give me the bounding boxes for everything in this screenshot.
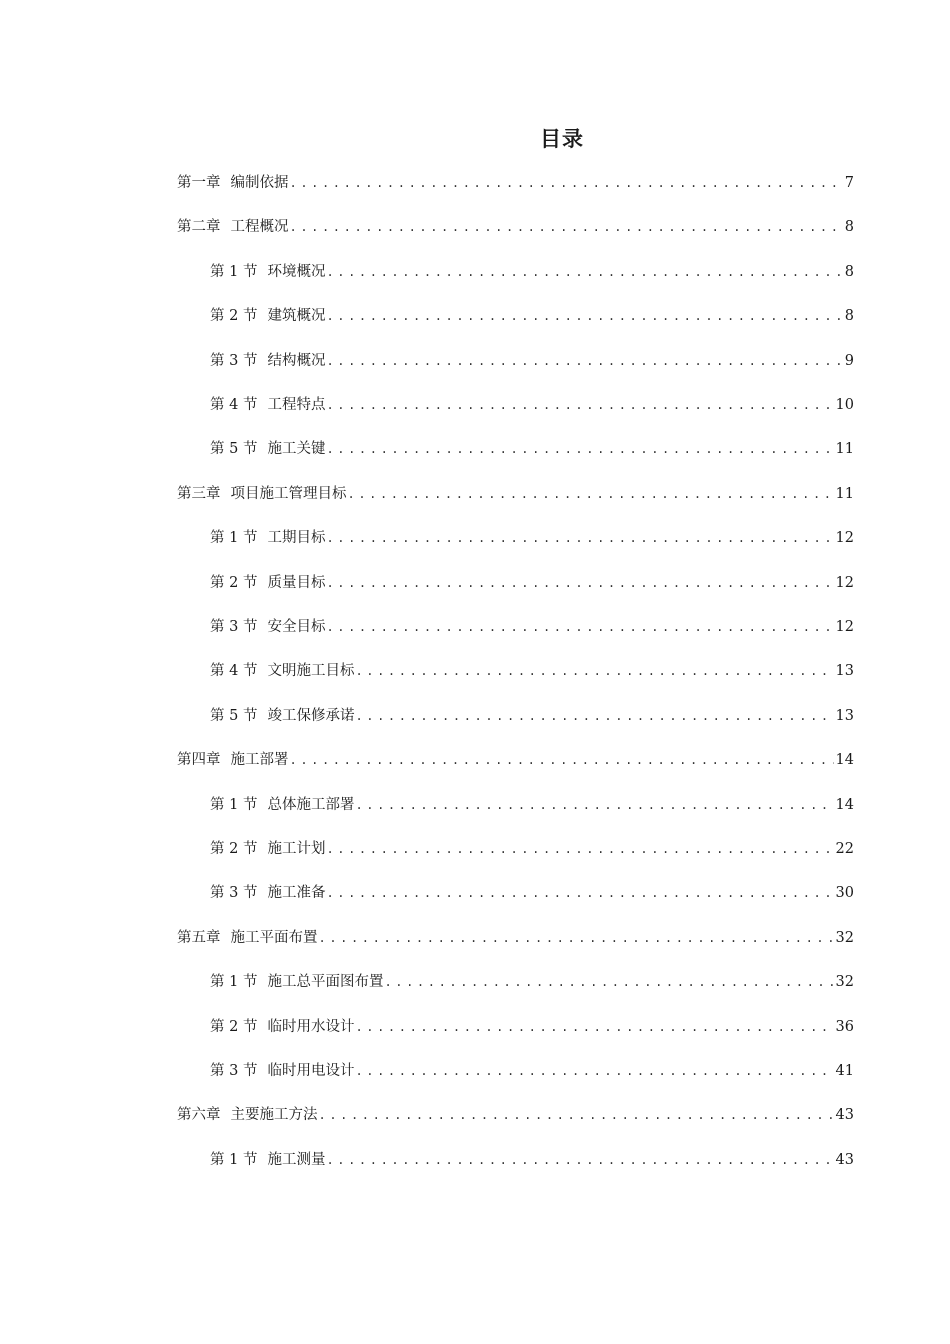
toc-section-entry[interactable]	[210, 792, 854, 818]
toc-entry-page-number: 14	[835, 752, 854, 769]
toc-entry-title: 环境概况	[267, 263, 326, 280]
toc-section-entry[interactable]	[210, 303, 854, 329]
toc-entry-title: 项目施工管理目标	[230, 485, 347, 502]
toc-entry-number: 第 5 节	[210, 707, 258, 724]
toc-chapter-entry[interactable]	[177, 925, 854, 951]
toc-section-entry[interactable]	[210, 348, 854, 374]
toc-entry-number: 第 2 节	[210, 308, 258, 325]
toc-entry-number: 第 3 节	[210, 619, 258, 635]
toc-entry-title: 编制依据	[230, 175, 289, 191]
toc-section-entry[interactable]	[210, 880, 854, 906]
toc-dot-leader	[326, 348, 842, 374]
toc-dot-leader	[326, 614, 833, 640]
toc-entry-number: 第 1 节	[210, 1151, 258, 1168]
toc-chapter-entry[interactable]	[177, 481, 854, 507]
toc-dot-leader	[384, 969, 833, 995]
toc-entry-title: 主要施工方法	[230, 1107, 318, 1124]
toc-entry-page-number: 43	[835, 1151, 854, 1168]
toc-entry-number: 第一章	[177, 175, 221, 191]
toc-entry-number: 第 2 节	[210, 574, 258, 591]
toc-dot-leader	[326, 392, 833, 418]
toc-section-entry[interactable]	[210, 1058, 854, 1084]
toc-entry-title: 工程概况	[230, 219, 289, 236]
toc-entry-number: 第二章	[177, 219, 221, 236]
toc-entry-number: 第三章	[177, 485, 221, 502]
toc-entry-title: 文明施工目标	[267, 663, 355, 680]
toc-entry-page-number: 13	[835, 707, 854, 724]
toc-section-entry[interactable]	[210, 614, 854, 640]
toc-dot-leader	[355, 1058, 833, 1084]
toc-entry-number: 第 1 节	[210, 263, 258, 280]
toc-dot-leader	[326, 836, 833, 862]
toc-entry-number: 第 4 节	[210, 663, 258, 680]
toc-entry-title: 施工准备	[267, 885, 326, 902]
toc-section-entry[interactable]	[210, 658, 854, 684]
toc-dot-leader	[355, 703, 833, 729]
toc-entry-page-number: 22	[835, 841, 854, 857]
toc-section-entry[interactable]	[210, 1147, 854, 1173]
toc-chapter-entry[interactable]	[177, 214, 854, 240]
toc-entry-page-number: 36	[835, 1018, 854, 1035]
toc-entry-page-number: 12	[835, 530, 854, 547]
toc-entry-number: 第 2 节	[210, 841, 258, 857]
toc-entry-page-number: 41	[835, 1063, 854, 1079]
toc-entry-title: 临时用水设计	[267, 1018, 355, 1035]
toc-entry-number: 第 4 节	[210, 397, 258, 413]
toc-dot-leader	[326, 436, 833, 462]
toc-entry-page-number: 8	[844, 263, 854, 280]
toc-dot-leader	[326, 570, 833, 596]
toc-entry-page-number: 9	[844, 352, 854, 369]
toc-entry-page-number: 11	[835, 441, 854, 458]
toc-entry-title: 建筑概况	[267, 308, 326, 325]
toc-entry-title: 安全目标	[267, 619, 326, 635]
toc-entry-title: 施工总平面图布置	[267, 974, 384, 991]
toc-dot-leader	[319, 1102, 834, 1128]
toc-entry-page-number: 8	[844, 219, 854, 236]
toc-dot-leader	[355, 658, 833, 684]
toc-entry-title: 工程特点	[267, 397, 326, 413]
toc-section-entry[interactable]	[210, 259, 854, 285]
toc-entry-title: 质量目标	[267, 574, 326, 591]
toc-entry-title: 总体施工部署	[267, 796, 355, 813]
toc-entry-page-number: 10	[835, 397, 854, 413]
toc-dot-leader	[348, 481, 834, 507]
toc-section-entry[interactable]	[210, 1014, 854, 1040]
toc-entry-title: 施工计划	[267, 841, 326, 857]
toc-entry-number: 第 1 节	[210, 796, 258, 813]
toc-entry-number: 第 1 节	[210, 530, 258, 547]
toc-entry-page-number: 32	[835, 974, 854, 991]
toc-section-entry[interactable]	[210, 436, 854, 462]
toc-entry-title: 施工测量	[267, 1151, 326, 1168]
toc-entry-page-number: 32	[835, 929, 854, 946]
toc-entry-page-number: 13	[835, 663, 854, 680]
toc-dot-leader	[326, 525, 833, 551]
toc-entry-number: 第 3 节	[210, 352, 258, 369]
toc-chapter-entry[interactable]	[177, 170, 854, 196]
toc-entry-number: 第 3 节	[210, 1063, 258, 1079]
toc-entry-title: 施工平面布置	[230, 929, 318, 946]
toc-chapter-entry[interactable]	[177, 1102, 854, 1128]
toc-entry-number: 第五章	[177, 929, 221, 946]
toc-section-entry[interactable]	[210, 836, 854, 862]
toc-dot-leader	[326, 303, 842, 329]
toc-entry-number: 第四章	[177, 752, 221, 769]
toc-entry-title: 竣工保修承诺	[267, 707, 355, 724]
toc-entry-number: 第 5 节	[210, 441, 258, 458]
toc-entry-page-number: 7	[844, 175, 854, 191]
toc-entry-title: 施工部署	[230, 752, 289, 769]
toc-entry-page-number: 8	[844, 308, 854, 325]
toc-entry-page-number: 12	[835, 574, 854, 591]
toc-section-entry[interactable]	[210, 703, 854, 729]
toc-entry-number: 第六章	[177, 1107, 221, 1124]
toc-section-entry[interactable]	[210, 570, 854, 596]
toc-section-entry[interactable]	[210, 969, 854, 995]
toc-section-entry[interactable]	[210, 392, 854, 418]
toc-entry-title: 施工关键	[267, 441, 326, 458]
toc-section-entry[interactable]	[210, 525, 854, 551]
toc-entry-page-number: 12	[835, 619, 854, 635]
toc-entry-title: 临时用电设计	[267, 1063, 355, 1079]
toc-dot-leader	[290, 747, 834, 773]
toc-entry-title: 结构概况	[267, 352, 326, 369]
toc-dot-leader	[290, 170, 843, 196]
toc-dot-leader	[290, 214, 843, 240]
toc-dot-leader	[355, 792, 833, 818]
toc-entry-number: 第 1 节	[210, 974, 258, 991]
toc-entry-title: 工期目标	[267, 530, 326, 547]
toc-dot-leader	[355, 1014, 833, 1040]
toc-entry-page-number: 14	[835, 796, 854, 813]
toc-title: 目录	[540, 127, 584, 151]
toc-entry-page-number: 11	[835, 485, 854, 502]
toc-dot-leader	[326, 880, 833, 906]
toc-chapter-entry[interactable]	[177, 747, 854, 773]
toc-entry-number: 第 3 节	[210, 885, 258, 902]
toc-entry-page-number: 30	[835, 885, 854, 902]
toc-entry-number: 第 2 节	[210, 1018, 258, 1035]
toc-dot-leader	[326, 259, 842, 285]
toc-dot-leader	[326, 1147, 833, 1173]
toc-entry-page-number: 43	[835, 1107, 854, 1124]
toc-dot-leader	[319, 925, 834, 951]
